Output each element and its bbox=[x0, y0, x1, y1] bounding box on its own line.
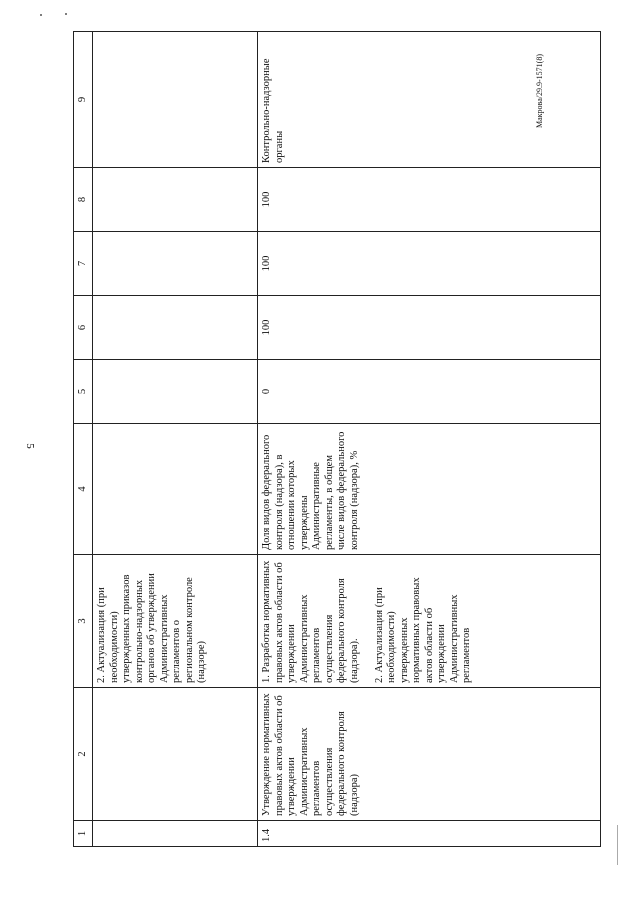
table-row bbox=[93, 32, 258, 847]
table-header-row bbox=[74, 32, 93, 847]
header-cell: 3 bbox=[74, 555, 93, 688]
table-cell bbox=[93, 232, 258, 296]
table-cell bbox=[93, 360, 258, 424]
footer-code: Макрова/29.9-1571(8) bbox=[535, 54, 544, 128]
table-row bbox=[258, 32, 601, 847]
responsible-cell: Контрольно-надзорные органы bbox=[258, 32, 601, 168]
table-cell bbox=[93, 296, 258, 360]
plan-table bbox=[73, 31, 601, 847]
value-cell: 100 bbox=[258, 168, 601, 232]
header-cell: 6 bbox=[74, 296, 93, 360]
header-cell: 5 bbox=[74, 360, 93, 424]
value-cell: 100 bbox=[258, 296, 601, 360]
event-cell: Утверждение нормативных правовых актов области об утверждении Административных регламентов осуществления федерального контроля (надзора) bbox=[258, 688, 601, 821]
scan-edge-mark bbox=[617, 825, 618, 865]
value-cell: 100 bbox=[258, 232, 601, 296]
row-number: 1.4 bbox=[258, 821, 601, 847]
table-cell bbox=[93, 688, 258, 821]
indicator-cell: Доля видов федерального контроля (надзора), в отношении которых утверждены Административные регламенты, в общем числе видов федерального контроля (надзора), % bbox=[258, 424, 601, 555]
header-cell: 7 bbox=[74, 232, 93, 296]
table-cell bbox=[93, 32, 258, 168]
table-cell bbox=[93, 424, 258, 555]
scan-speck bbox=[40, 14, 42, 16]
header-cell: 9 bbox=[74, 32, 93, 168]
table-cell: 2. Актуализация (при необходимости) утвержденных приказов контрольно-надзорных органов об утверждении Административных регламентов о региональном контроле (надзоре) bbox=[93, 555, 258, 688]
header-cell: 1 bbox=[74, 821, 93, 847]
rotated-table-wrapper bbox=[73, 32, 601, 847]
scan-speck bbox=[65, 13, 67, 15]
header-cell: 8 bbox=[74, 168, 93, 232]
header-cell: 4 bbox=[74, 424, 93, 555]
actions-cell: 1. Разработка нормативных правовых актов области об утверждении Административных регламентов осуществления федерального контроля (надзора). 2. Актуализация (при необходимости) утвержденных нормативных правовых актов области об утверждении Административных регламентов bbox=[258, 555, 601, 688]
page-number: 5 bbox=[23, 443, 36, 449]
value-cell: 0 bbox=[258, 360, 601, 424]
table-cell bbox=[93, 821, 258, 847]
header-cell: 2 bbox=[74, 688, 93, 821]
table-cell bbox=[93, 168, 258, 232]
